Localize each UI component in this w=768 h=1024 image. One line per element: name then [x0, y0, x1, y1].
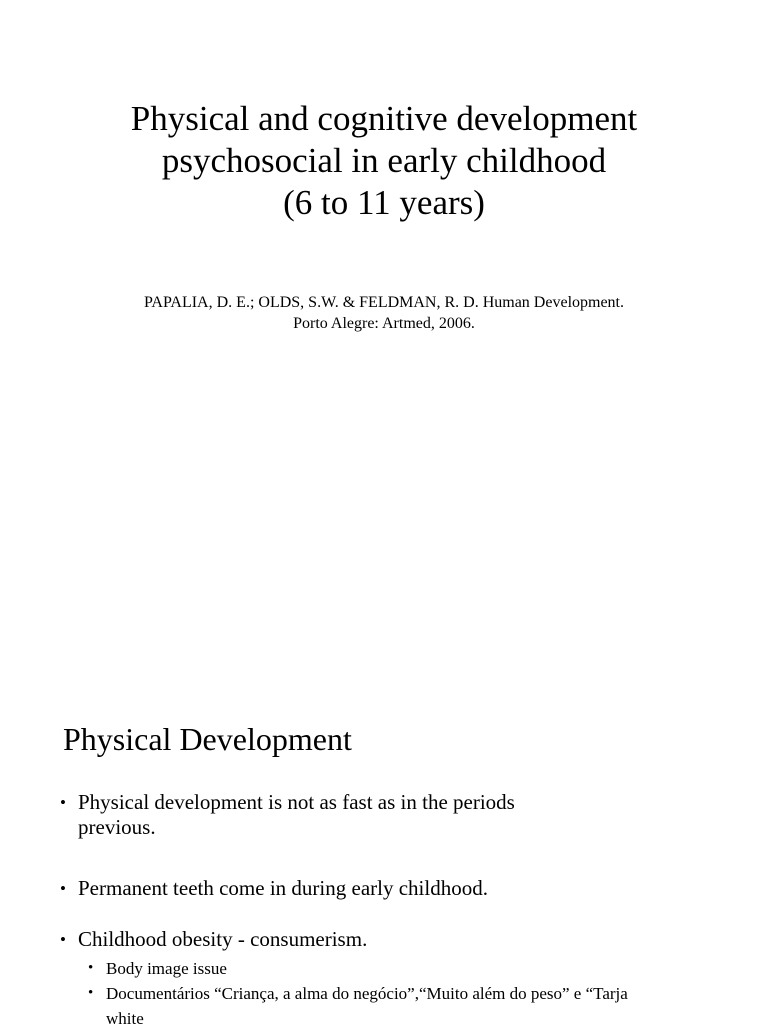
bullet-marker: • [60, 879, 66, 898]
bullet-marker: • [60, 930, 66, 949]
sub-bullet-text-line: Documentários “Criança, a alma do negócio”,“Muito além do peso” e “Tarja [106, 984, 628, 1003]
slide-title-line: psychosocial in early childhood [161, 141, 607, 180]
slide-heading: Physical Development [63, 721, 352, 757]
bullet-marker: • [88, 985, 94, 1001]
bullet-item [60, 790, 760, 840]
sub-bullet-item [88, 956, 760, 981]
bullet-list [60, 790, 760, 1024]
slide-title-line: (6 to 11 years) [283, 183, 485, 222]
bullet-text-line: Childhood obesity - consumerism. [78, 927, 368, 951]
sub-bullet-text-line: white [106, 1009, 144, 1024]
slide-title-line: Physical and cognitive development [130, 99, 638, 138]
reference-citation [0, 292, 768, 334]
bullet-item [60, 927, 760, 1024]
sub-bullet-text-line: Body image issue [106, 959, 227, 978]
bullet-text-line: previous. [78, 815, 156, 839]
reference-line: Porto Alegre: Artmed, 2006. [293, 315, 475, 332]
slide-title [0, 98, 768, 224]
bullet-item [60, 876, 760, 901]
sub-bullet-item [88, 981, 760, 1024]
content-slide [0, 576, 768, 1024]
sub-bullet-list [88, 956, 760, 1024]
bullet-text-line: Permanent teeth come in during early childhood. [78, 876, 488, 900]
reference-line: PAPALIA, D. E.; OLDS, S.W. & FELDMAN, R. D. Human Development. [143, 294, 624, 311]
bullet-marker: • [88, 960, 94, 976]
bullet-marker: • [60, 793, 66, 812]
bullet-text-line: Physical development is not as fast as in the periods [78, 790, 515, 814]
